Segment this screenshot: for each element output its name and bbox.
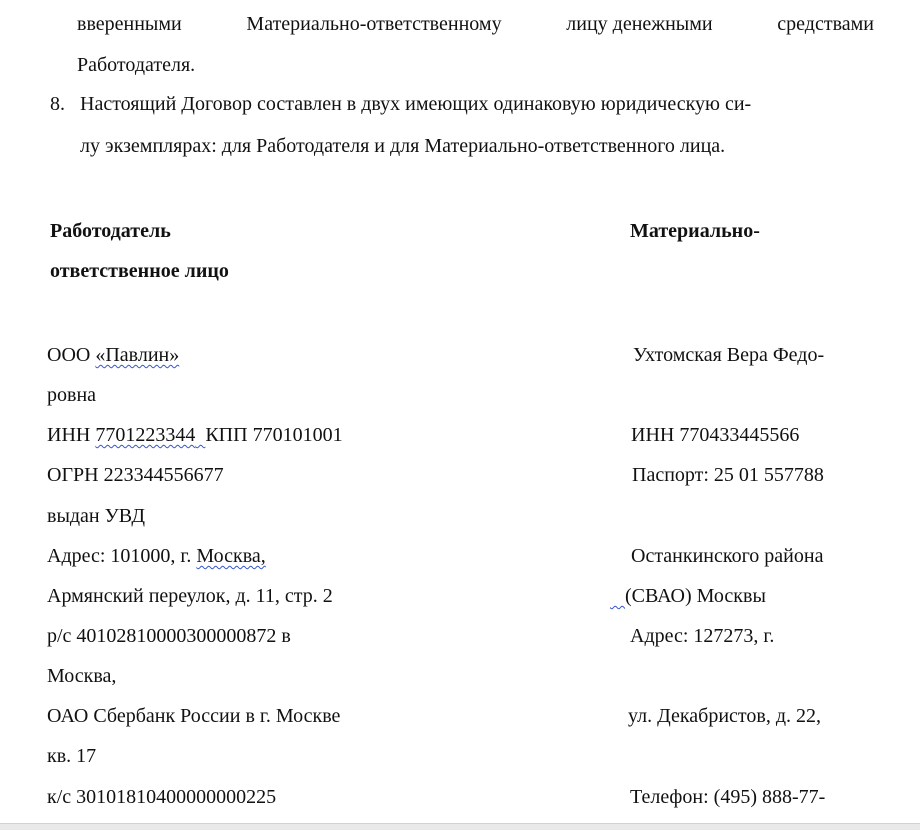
heading-employer: Работодатель (50, 220, 171, 242)
clause7-word-4: средствами (777, 13, 874, 35)
employer-org-name: «Павлин» (95, 344, 180, 366)
clause7-word-1: вверенными (77, 13, 182, 35)
clause8-line1: Настоящий Договор составлен в двух имеющих одинаковую юридическую си- (80, 93, 752, 115)
employee-district: Останкинского района (631, 545, 824, 567)
clause7-word-2: Материально-ответственному (246, 13, 502, 35)
employer-org-prefix: ООО (47, 344, 96, 366)
employer-inn-gap (195, 424, 205, 446)
employer-flat: кв. 17 (47, 745, 97, 767)
employee-name: Ухтомская Вера Федо- (633, 344, 825, 366)
clause7-line2: Работодателя. (77, 54, 196, 76)
employer-address (47, 543, 266, 569)
employer-addr-city: Москва, (196, 545, 266, 567)
employer-street: Армянский переулок, д. 11, стр. 2 (47, 585, 333, 607)
employer-ogrn: ОГРН 223344556677 (47, 464, 224, 486)
employee-district2 (610, 583, 766, 609)
employee-inn: ИНН 770433445566 (631, 424, 800, 446)
employer-ks: к/с 30101810400000000225 (47, 786, 277, 808)
employer-rs: р/с 40102810000300000872 в (47, 625, 291, 647)
employer-org (47, 342, 179, 368)
heading-employee-cont: ответственное лицо (50, 260, 229, 282)
employer-inn-kpp (47, 422, 343, 448)
employee-address: Адрес: 127273, г. (630, 625, 775, 647)
employee-district2-text: (СВАО) Москвы (625, 585, 766, 607)
employer-bank: ОАО Сбербанк России в г. Москве (47, 705, 341, 727)
employer-addr-prefix: Адрес: 101000, г. (47, 545, 197, 567)
employer-inn-label: ИНН (47, 424, 96, 446)
employer-kpp: КПП 770101001 (205, 424, 343, 446)
employer-rs-city: Москва, (47, 665, 117, 687)
clause7-word-3: лицу денежными (566, 13, 713, 35)
clause8-number: 8. (50, 93, 65, 115)
clause8-line2: лу экземплярах: для Работодателя и для Материально-ответственного лица. (80, 135, 726, 157)
employee-phone: Телефон: (495) 888-77- (630, 786, 826, 808)
employee-passport: Паспорт: 25 01 557788 (632, 464, 824, 486)
employee-street: ул. Декабристов, д. 22, (628, 705, 822, 727)
employee-district2-mark (610, 585, 625, 607)
clause7-line1 (77, 11, 874, 37)
heading-employee: Материально- (630, 220, 760, 242)
employee-name-cont: ровна (47, 384, 97, 406)
page-bottom-edge (0, 823, 920, 830)
employer-inn: 7701223344 (95, 424, 196, 446)
employer-issued: выдан УВД (47, 505, 146, 527)
